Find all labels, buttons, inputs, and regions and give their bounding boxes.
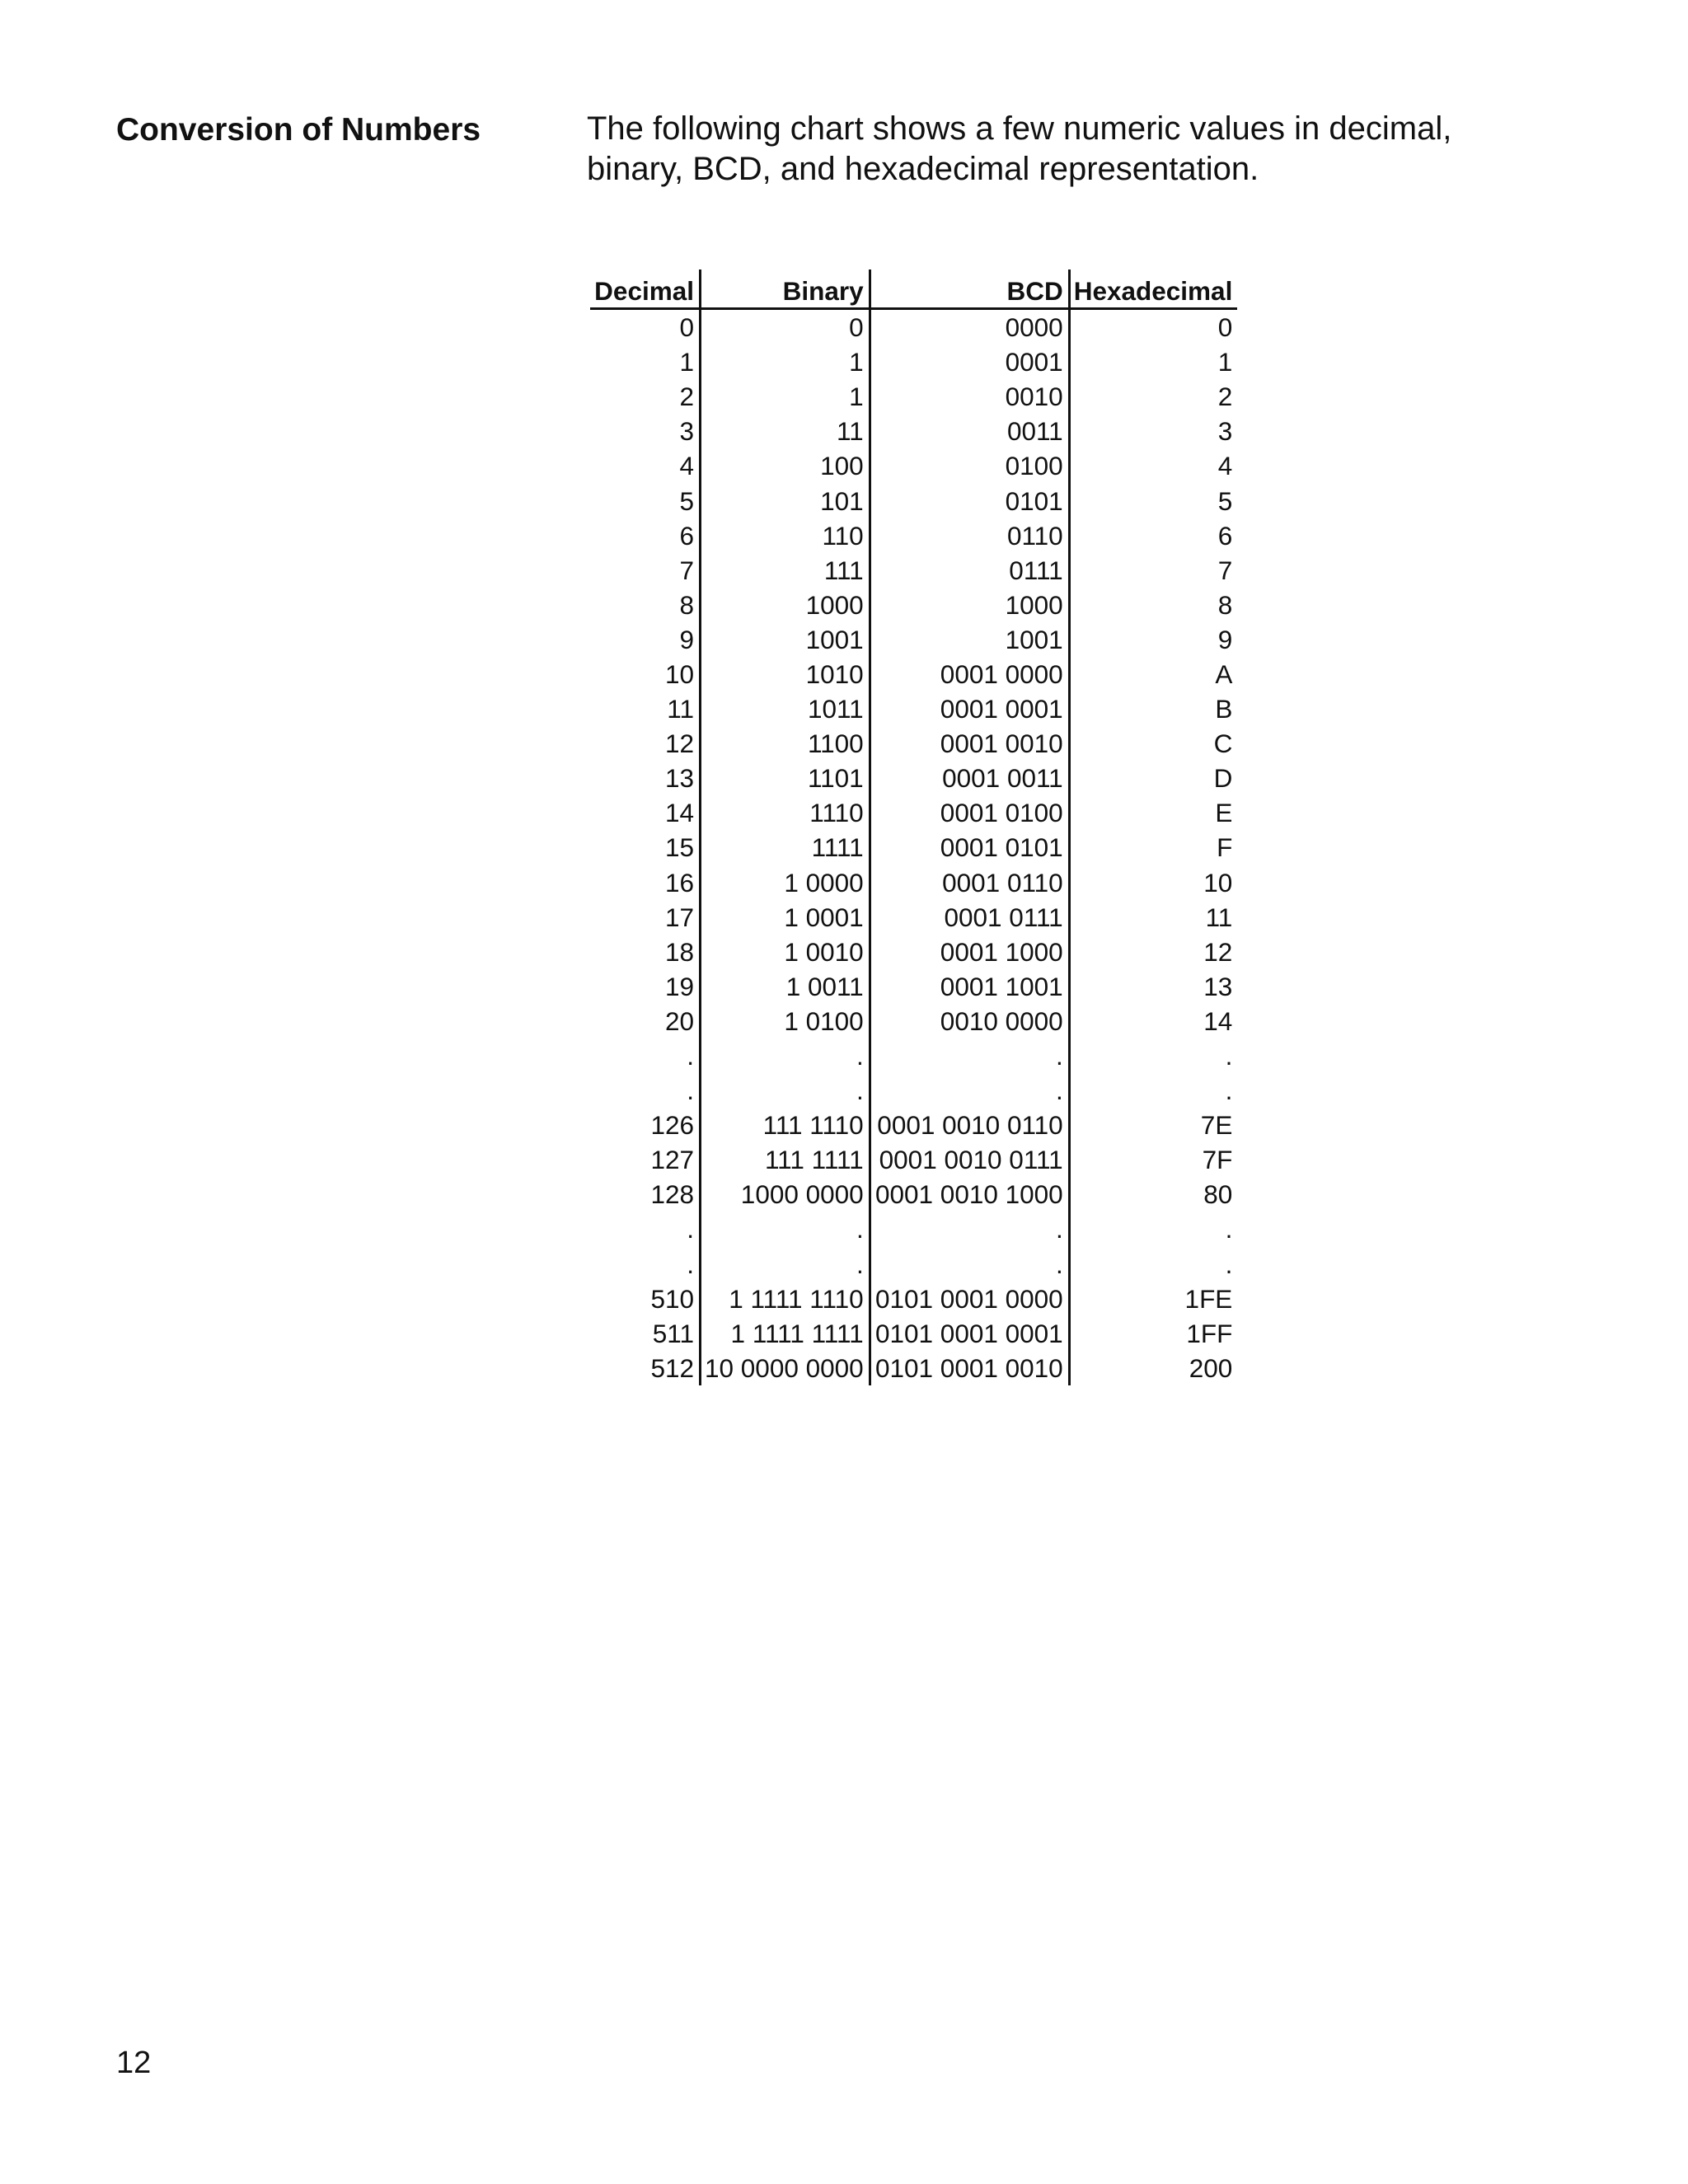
decimal-cell: 13 <box>590 761 701 795</box>
table-row <box>590 1142 1237 1177</box>
binary-cell: 1 0011 <box>701 969 870 1004</box>
table-row <box>590 622 1237 657</box>
bcd-cell: 0000 <box>870 309 1069 345</box>
hexadecimal-cell: 5 <box>1217 485 1233 516</box>
binary-cell: 1 0000 <box>701 865 870 900</box>
binary-cell: . <box>701 1212 870 1246</box>
binary-cell: 1010 <box>701 657 870 691</box>
decimal-cell: . <box>590 1212 701 1246</box>
header-bcd: BCD <box>870 269 1069 309</box>
table-row <box>590 969 1237 1004</box>
table-row <box>590 483 1237 518</box>
bcd-cell: 0101 0001 0000 <box>870 1282 1069 1316</box>
decimal-cell: 0 <box>590 309 701 345</box>
section-heading: Conversion of Numbers <box>116 112 481 148</box>
table-row <box>590 1004 1237 1038</box>
decimal-cell: 20 <box>590 1004 701 1038</box>
binary-cell: 11 <box>701 414 870 448</box>
binary-cell: 1 0001 <box>701 900 870 935</box>
decimal-cell: 510 <box>590 1282 701 1316</box>
intro-line-2: binary, BCD, and hexadecimal representation. <box>587 151 1259 187</box>
hexadecimal-cell: 14 <box>1203 1005 1233 1036</box>
hexadecimal-cell: 7E <box>1200 1110 1233 1141</box>
bcd-cell: 0001 0010 0111 <box>870 1142 1069 1177</box>
bcd-cell: 1000 <box>870 588 1069 622</box>
decimal-cell: 12 <box>590 726 701 761</box>
table-row <box>590 309 1237 345</box>
decimal-cell: 18 <box>590 935 701 969</box>
decimal-cell: 511 <box>590 1316 701 1351</box>
bcd-cell: . <box>870 1212 1069 1246</box>
binary-cell: 100 <box>701 448 870 483</box>
table-row <box>590 414 1237 448</box>
bcd-cell: 0111 <box>870 553 1069 588</box>
hexadecimal-cell: A <box>1215 658 1233 689</box>
bcd-cell: 0010 0000 <box>870 1004 1069 1038</box>
table-row <box>590 553 1237 588</box>
decimal-cell: . <box>590 1038 701 1073</box>
table-row <box>590 518 1237 553</box>
hexadecimal-cell: F <box>1217 832 1233 863</box>
conversion-table <box>590 269 1237 1385</box>
bcd-cell: 0001 0010 0110 <box>870 1108 1069 1142</box>
binary-cell: 1 <box>701 344 870 379</box>
binary-cell: 1000 0000 <box>701 1177 870 1212</box>
bcd-cell: 0001 0010 <box>870 726 1069 761</box>
binary-cell: 1110 <box>701 795 870 830</box>
table-row <box>590 1247 1237 1282</box>
decimal-cell: 128 <box>590 1177 701 1212</box>
header-decimal: Decimal <box>590 269 701 309</box>
binary-cell: 1 1111 1111 <box>701 1316 870 1351</box>
decimal-cell: . <box>590 1073 701 1108</box>
binary-cell: 1 0100 <box>701 1004 870 1038</box>
decimal-cell: 512 <box>590 1351 701 1385</box>
decimal-cell: 2 <box>590 379 701 414</box>
decimal-cell: 5 <box>590 483 701 518</box>
bcd-cell: 0001 0101 <box>870 830 1069 865</box>
binary-cell: 1101 <box>701 761 870 795</box>
hexadecimal-cell: 6 <box>1217 520 1233 551</box>
decimal-cell: 6 <box>590 518 701 553</box>
hexadecimal-cell: . <box>1225 1214 1233 1244</box>
binary-cell: 1011 <box>701 691 870 726</box>
table-row <box>590 830 1237 865</box>
bcd-cell: 0001 1001 <box>870 969 1069 1004</box>
binary-cell: 1 <box>701 379 870 414</box>
table-row <box>590 448 1237 483</box>
binary-cell: 1000 <box>701 588 870 622</box>
hexadecimal-cell: 10 <box>1203 867 1233 898</box>
binary-cell: 111 1111 <box>701 1142 870 1177</box>
hexadecimal-cell: 1FF <box>1186 1318 1233 1348</box>
bcd-cell: 0001 1000 <box>870 935 1069 969</box>
decimal-cell: 7 <box>590 553 701 588</box>
bcd-cell: 0010 <box>870 379 1069 414</box>
table-row <box>590 1212 1237 1246</box>
binary-cell: 110 <box>701 518 870 553</box>
hexadecimal-cell: 13 <box>1203 971 1233 1001</box>
hexadecimal-cell: B <box>1215 694 1233 724</box>
header-binary: Binary <box>701 269 870 309</box>
binary-cell: 1 1111 1110 <box>701 1282 870 1316</box>
decimal-cell: 16 <box>590 865 701 900</box>
decimal-cell: 19 <box>590 969 701 1004</box>
hexadecimal-cell: 80 <box>1203 1179 1233 1210</box>
binary-cell: 1100 <box>701 726 870 761</box>
decimal-cell: 3 <box>590 414 701 448</box>
hexadecimal-cell: . <box>1225 1041 1233 1071</box>
binary-cell: 10 0000 0000 <box>701 1351 870 1385</box>
hexadecimal-cell: E <box>1215 798 1233 828</box>
decimal-cell: 11 <box>590 691 701 726</box>
table-row <box>590 1282 1237 1316</box>
table-body <box>590 309 1237 1385</box>
binary-cell: 1111 <box>701 830 870 865</box>
table-row <box>590 379 1237 414</box>
hexadecimal-cell: 1FE <box>1184 1283 1233 1314</box>
page-number: 12 <box>116 2046 152 2080</box>
bcd-cell: 0101 0001 0001 <box>870 1316 1069 1351</box>
hexadecimal-cell: 7 <box>1217 555 1233 585</box>
hexadecimal-cell: 7F <box>1202 1145 1233 1175</box>
hexadecimal-cell: 9 <box>1217 624 1233 654</box>
table-row <box>590 1177 1237 1212</box>
bcd-cell: 0001 0111 <box>870 900 1069 935</box>
table-row <box>590 795 1237 830</box>
table-row <box>590 935 1237 969</box>
table-row <box>590 1073 1237 1108</box>
bcd-cell: 0100 <box>870 448 1069 483</box>
decimal-cell: . <box>590 1247 701 1282</box>
bcd-cell: 0101 0001 0010 <box>870 1351 1069 1385</box>
hexadecimal-cell: 8 <box>1217 589 1233 620</box>
hexadecimal-cell: 3 <box>1217 416 1233 447</box>
decimal-cell: 14 <box>590 795 701 830</box>
table-row <box>590 588 1237 622</box>
table-row <box>590 344 1237 379</box>
bcd-cell: . <box>870 1073 1069 1108</box>
hexadecimal-cell: 11 <box>1205 902 1233 932</box>
decimal-cell: 126 <box>590 1108 701 1142</box>
hexadecimal-cell: 1 <box>1217 347 1233 377</box>
binary-cell: 1001 <box>701 622 870 657</box>
hexadecimal-cell: 12 <box>1203 936 1233 967</box>
table-row <box>590 865 1237 900</box>
hexadecimal-cell: . <box>1225 1076 1233 1106</box>
header-hexadecimal: Hexadecimal <box>1069 269 1237 309</box>
decimal-cell: 127 <box>590 1142 701 1177</box>
decimal-cell: 10 <box>590 657 701 691</box>
table-row <box>590 1351 1237 1385</box>
table-row <box>590 900 1237 935</box>
bcd-cell: 1001 <box>870 622 1069 657</box>
bcd-cell: 0001 0010 1000 <box>870 1177 1069 1212</box>
decimal-cell: 8 <box>590 588 701 622</box>
bcd-cell: 0001 0001 <box>870 691 1069 726</box>
hexadecimal-cell: 4 <box>1217 451 1233 481</box>
table-row <box>590 761 1237 795</box>
table-row <box>590 726 1237 761</box>
table-row <box>590 657 1237 691</box>
table-row <box>590 1038 1237 1073</box>
decimal-cell: 9 <box>590 622 701 657</box>
decimal-cell: 1 <box>590 344 701 379</box>
binary-cell: . <box>701 1247 870 1282</box>
bcd-cell: 0011 <box>870 414 1069 448</box>
bcd-cell: 0110 <box>870 518 1069 553</box>
decimal-cell: 17 <box>590 900 701 935</box>
bcd-cell: 0101 <box>870 483 1069 518</box>
hexadecimal-cell: 2 <box>1217 382 1233 412</box>
binary-cell: . <box>701 1073 870 1108</box>
intro-line-1: The following chart shows a few numeric values in decimal, <box>587 110 1452 147</box>
binary-cell: 111 <box>701 553 870 588</box>
bcd-cell: 0001 0100 <box>870 795 1069 830</box>
binary-cell: 0 <box>701 309 870 345</box>
hexadecimal-cell: 0 <box>1217 312 1233 343</box>
intro-paragraph <box>587 109 1510 190</box>
hexadecimal-cell: C <box>1213 729 1233 759</box>
table-row <box>590 1316 1237 1351</box>
bcd-cell: 0001 0000 <box>870 657 1069 691</box>
table-row <box>590 1108 1237 1142</box>
bcd-cell: 0001 <box>870 344 1069 379</box>
decimal-cell: 4 <box>590 448 701 483</box>
hexadecimal-cell: D <box>1213 763 1233 794</box>
bcd-cell: . <box>870 1038 1069 1073</box>
binary-cell: 111 1110 <box>701 1108 870 1142</box>
decimal-cell: 15 <box>590 830 701 865</box>
binary-cell: . <box>701 1038 870 1073</box>
bcd-cell: . <box>870 1247 1069 1282</box>
bcd-cell: 0001 0110 <box>870 865 1069 900</box>
table-row <box>590 691 1237 726</box>
bcd-cell: 0001 0011 <box>870 761 1069 795</box>
hexadecimal-cell: . <box>1225 1249 1233 1279</box>
hexadecimal-cell: 200 <box>1189 1352 1233 1383</box>
binary-cell: 1 0010 <box>701 935 870 969</box>
binary-cell: 101 <box>701 483 870 518</box>
table-header-row <box>590 269 1237 309</box>
